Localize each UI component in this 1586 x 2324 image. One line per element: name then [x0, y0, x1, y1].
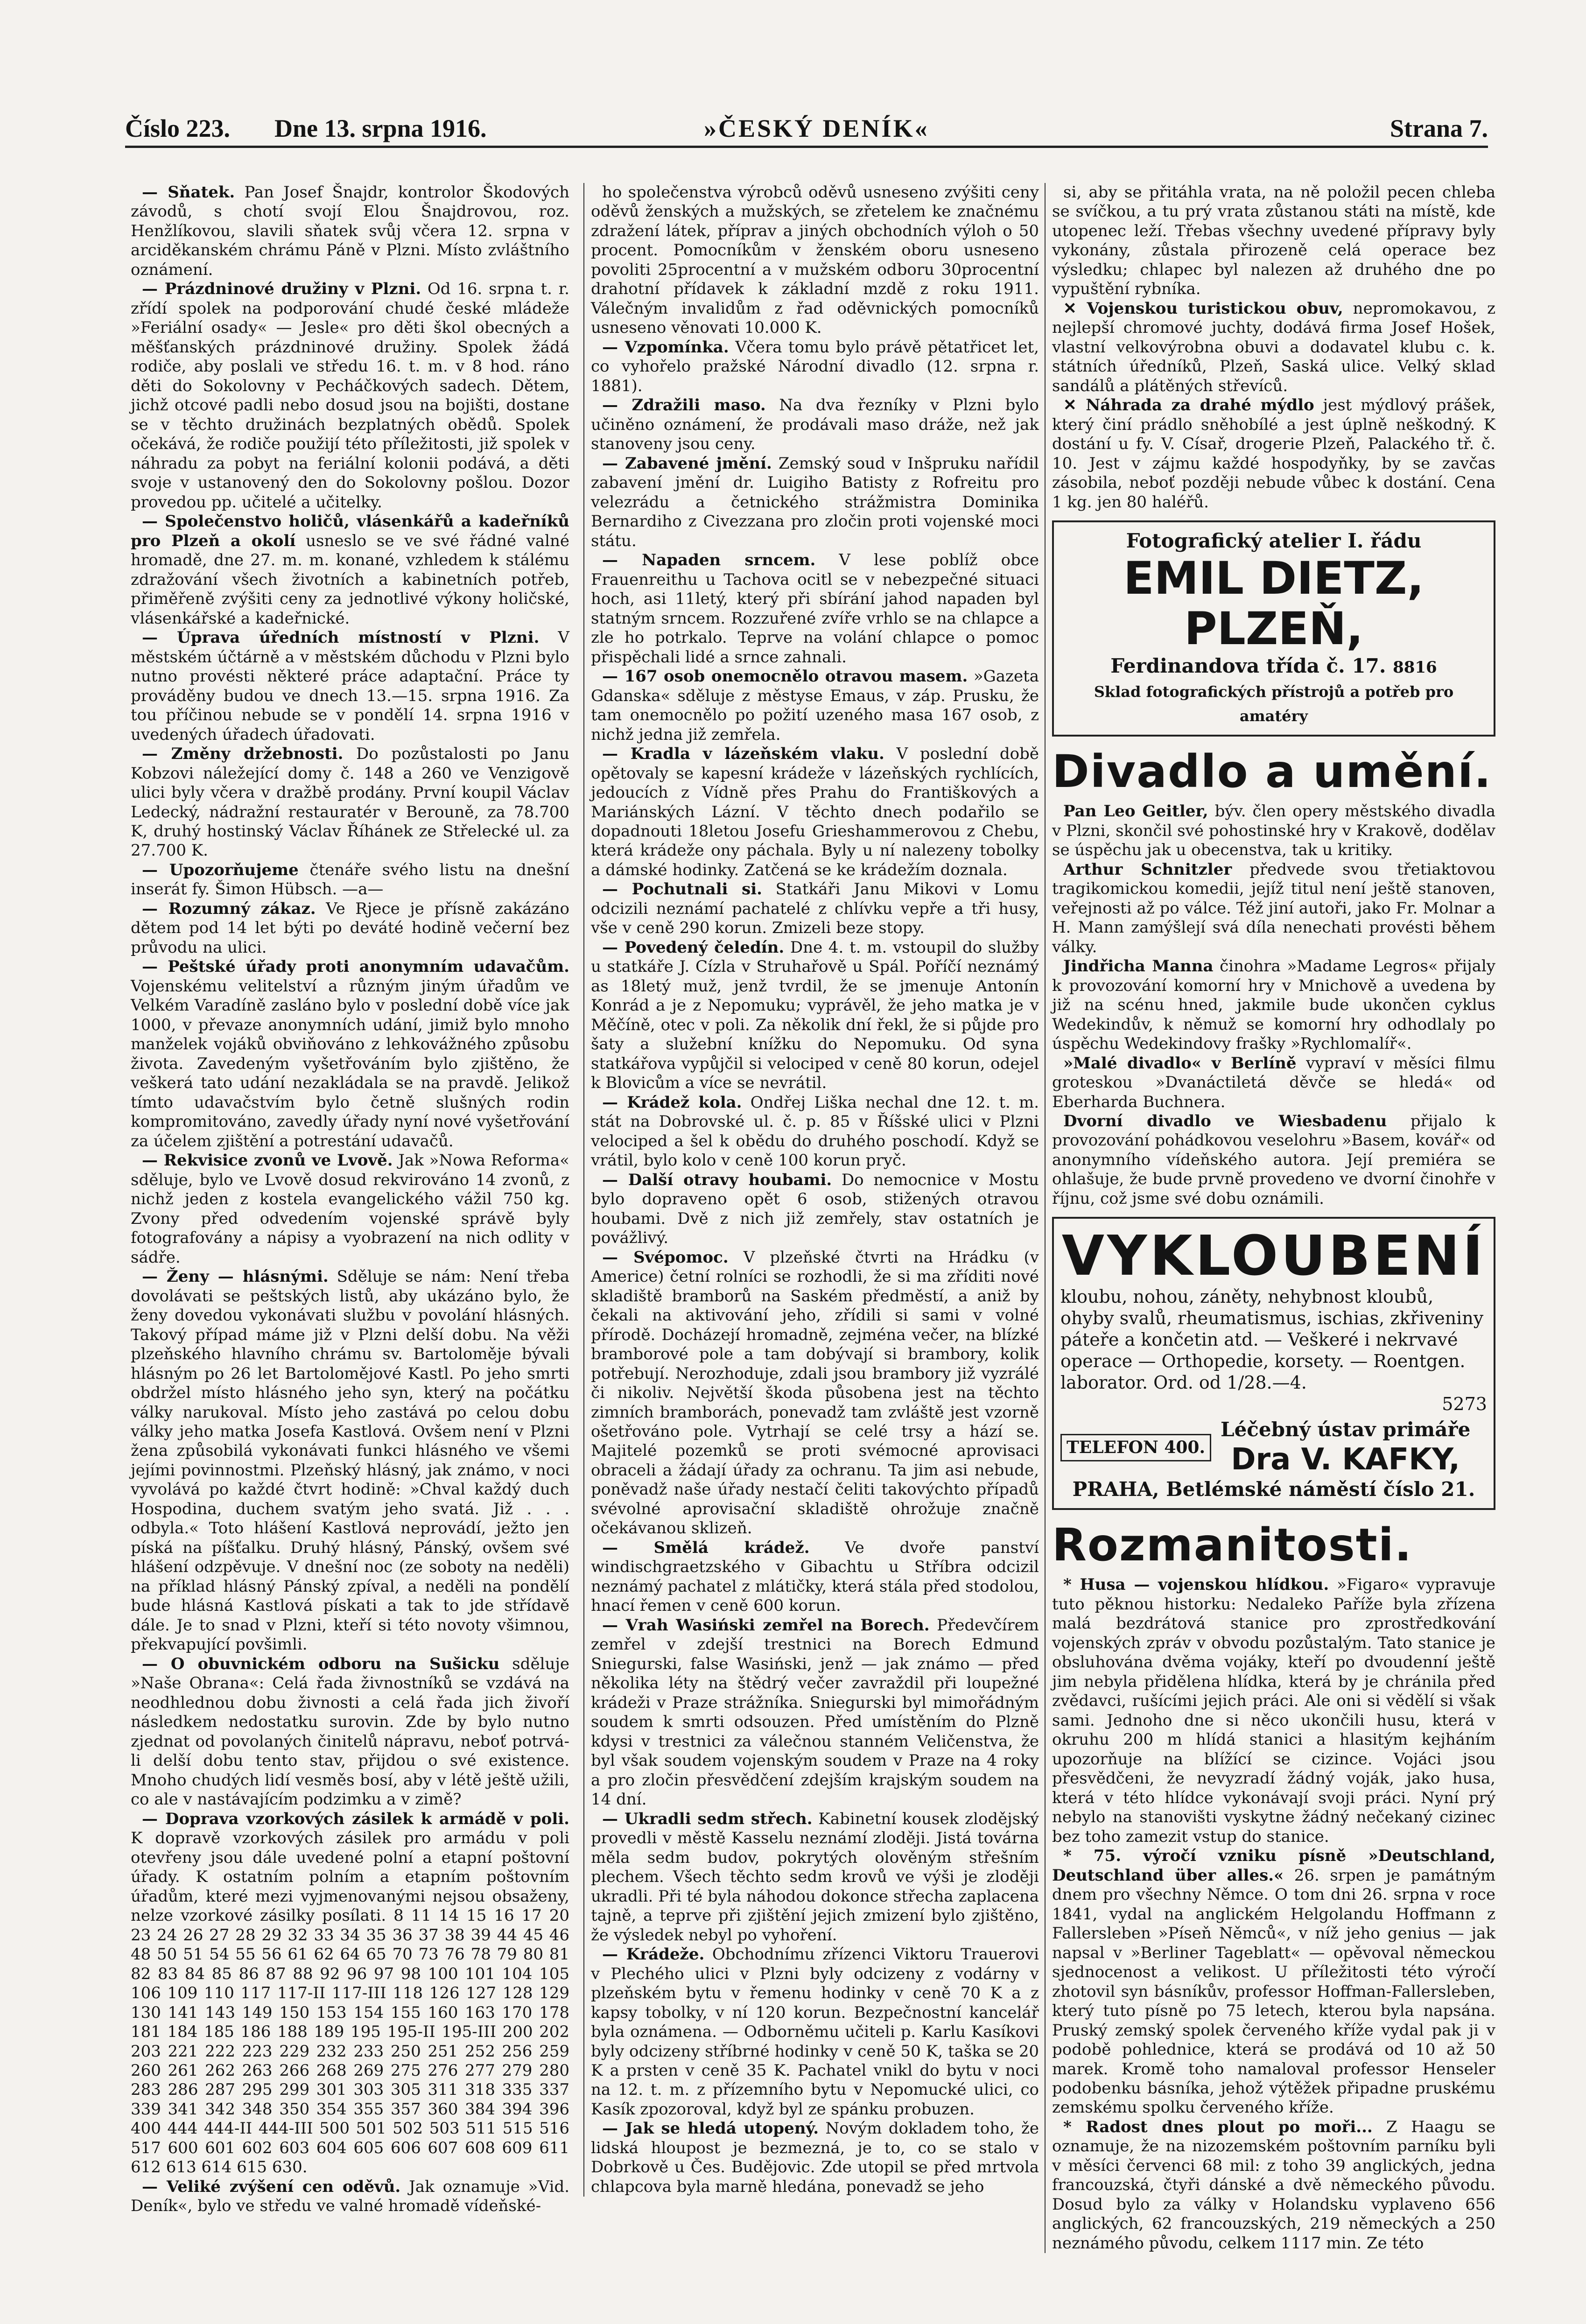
col2-article — [591, 1945, 1039, 2119]
col3-mid-article — [1052, 1112, 1495, 1208]
article-text: sděluje »Naše Obrana«: Celá řada živnostníků se vzdává na neodhlednou dobu živnosti a celá řada jich živoří následkem nedostatku surovin. Zde by bylo nutno zjednat od povolaných činitelů nápravu, neboť potrvá-li delší dobu tento stav, přijdou o své existence. Mnoho chudých lidí vesměs bosí, aby v létě ještě užili, co ale v nastávajícím podzimku a v zimě? — [131, 1654, 570, 1809]
article-text: Ondřej Liška nechal dne 12. t. m. stát na Dobrovské ul. č. p. 85 v Říšské ulici v Plzni velociped a šel k obědu do druhého poschodí. Když se vrátil, bylo kolo v ceně 100 korun pryč. — [591, 1093, 1039, 1170]
article-text: nepromokavou, z nejlepší chromové juchty, dodává firma Josef Hošek, vlastní velkovýrobna obuvi a dodavatel klubu c. k. státních úředníků, Plzeň, Saská ulice. Velký sklad sandálů a plátěných střevíců. — [1052, 299, 1496, 395]
article-headline: — Společenstvo holičů, vlásenkářů a kadeřníků pro Plzeň a okolí — [131, 512, 569, 550]
col2-article — [591, 551, 1039, 667]
article-text: jest mýdlový prášek, který činí prádlo sněhobílé a jest úplně neškodný. K dostání u fy. V. Císař, drogerie Plzeň, Palackého tř. č. 10. Jest v zájmu každé hospodyňky, by se zavčas zásobila, neboť později nebude vůbec k dostání. Cena 1 kg. jen 80 haléřů. — [1052, 396, 1496, 512]
article-headline: — Rozumný zákaz. — [142, 899, 316, 918]
page-number: Strana 7. — [1390, 114, 1488, 142]
article-headline: — Jak se hledá utopený. — [602, 2119, 819, 2138]
article-headline: »Malé divadlo« v Berlíně — [1063, 1053, 1297, 1073]
col3-mid-article — [1052, 1054, 1495, 1112]
article-text: Jak oznamuje »Vid. Deník«, bylo ve středu ve valné hromadě vídeňské- — [131, 2177, 570, 2216]
article-headline: — O obuvnickém odboru na Sušicku — [142, 1654, 500, 1673]
ad-vykloubeni-address: PRAHA, Betlémské náměstí číslo 21. — [1072, 1478, 1475, 1501]
col1-article — [131, 1655, 569, 1810]
ad-dietz-line1: Fotografický atelier I. řádu — [1126, 529, 1422, 553]
article-text: Vojenskému velitelství a různým jiným úřadům ve Velkém Varadíně zasláno bylo v poslední době více jak 1000, v převaze anonymních udání, jimiž bylo mnoho manželek vojáků obviňováno z lehkovážného způsobu života. Zavedeným vyšetřováním bylo zjištěno, že veškerá tato udání nezakládala se na pravdě. Jelikož tímto udavačstvím bylo četně slušných rodin kompromitováno, zavedly úřady nyní nové vyšetřování za účelem zjištění a potrestání udavačů. — [131, 976, 569, 1151]
article-headline: * 75. výročí vzniku písně »Deutschland, Deutschland über alles.« — [1052, 1847, 1495, 1885]
col1-article — [131, 744, 569, 861]
article-headline: — Povedený čeledín. — [602, 938, 785, 957]
article-headline: — Kradla v lázeňském vlaku. — [602, 744, 884, 764]
section-rozmanitosti: Rozmanitosti. — [1052, 1519, 1413, 1572]
issue-date: Dne 13. srpna 1916. — [274, 114, 487, 142]
article-text: Dne 4. t. m. vstoupil do služby u statkáře J. Cízla v Struhařově u Spál. Poříčí neznámý as 18letý muž, jenž tvrdil, že se jmenuje Antonín Konrád a je z Nepomuku; vyprávěl, že jeho matka je v Měčíně, otec v poli. Za několik dní řekl, že si půjde pro šaty a služební knížku do Nepomuku. Od syna statkářova vypůjčil si velociped v ceně 80 korun, odejel k Blovicům a více se nevrátil. — [591, 938, 1039, 1093]
article-text: 26. srpen je památným dnem pro všechny Němce. O tom dni 26. srpna v roce 1841, vydal na anglickém Helgolandu Hoffmann z Fallersleben »Píseň Němců«, v níž jeho genius — jak napsal v »Berliner Tageblatt« — opěvoval německou sjednocenost a velikost. U příležitosti této výročí zhotovil syn básníkův, professor Hoffman-Fallersleben, který tuto písně po 75 letech, kterou byla napsána. Pruský zemský spolek červeného kříže vydal pak ji v podobě pohlednice, která se prodává od 10 až 50 marek. Kromě toho namaloval professor Henseler podobenku básníka, jehož výtěžek připadne pruskému zemskému spolku červeného kříže. — [1052, 1866, 1495, 2117]
ad-vykloubeni-title: VYKLOUBENÍ — [1061, 1223, 1486, 1288]
article-text: si, aby se přitáhla vrata, na ně položil pecen chleba se svíčkou, a tu prý vrata zůstanou státi na místě, kde utopenec leží. Třebas všechny uvedené přípravy byly vykonány, zůstala přirozeně celá operace bez výsledku; chlapec byl nalezen až druhého dne po vypuštění rybníka. — [1052, 183, 1495, 299]
col2-article — [591, 1810, 1039, 1945]
article-headline: Arthur Schnitzler — [1063, 860, 1232, 879]
article-headline: Jindřicha Manna — [1063, 957, 1214, 976]
section-divadlo: Divadlo a umění. — [1052, 745, 1492, 798]
article-headline: — Upozorňujeme — [142, 860, 299, 879]
article-text: Na dva řezníky v Plzni bylo učiněno oznámení, že prodávali maso dráže, než jak stanoveny jsou ceny. — [591, 396, 1039, 454]
article-text: Předevčírem zemřel v zdejší trestnici na Borech Edmund Sniegurski, false Wasiński, jenž — jak známo — před několika léty na štědrý večer zavraždil při loupežné krádeži v Praze strážníka. Sniegurski byl mimořádným soudem k smrti odsouzen. Před umístěním do Plzně kdysi v trestnici za válečnou stanném Veličenstva, že byl však soudem vojenským soudem v Praze na 4 roky a pro zločin přesvědčení zdejším krajským soudem na 14 dní. — [591, 1615, 1039, 1809]
article-text: Zemský soud v Inšpruku nařídil zabavení jmění dr. Luigiho Batisty z Rofreitu pro velezrádu a četnického strážmistra Dominika Bernardiho z Civezzana pro zločin proti vojenské moci státu. — [591, 454, 1039, 550]
col2-article — [591, 938, 1039, 1093]
col2-article — [591, 454, 1039, 551]
col1-article — [131, 1267, 569, 1655]
article-text: Jak »Nowa Reforma« sděluje, bylo ve Lvově dosud rekvirováno 14 zvonů, z nichž jeden z kostela evangelického vážil 750 kg. Zvony před odvedením vojenské správě byly fotografovány a nápisy a vyobrazení na nich odlity v sádře. — [131, 1151, 569, 1267]
article-headline: — Smělá krádež. — [602, 1538, 810, 1557]
article-headline: — Vrah Wasiński zemřel na Borech. — [602, 1615, 930, 1635]
article-headline: — Rekvisice zvonů ve Lvově. — [142, 1151, 393, 1170]
col3-mid-article — [1052, 802, 1495, 860]
article-text: ho společenstva výrobců oděvů usneseno zvýšiti ceny oděvů ženských a mužských, se zřetelem ke značnému zdražení látek, příprav a jiných obchodních výloh o 50 procent. Pomocníkům v ženském oboru usneseno povoliti 25procentní a v mužském odboru 30procentní drahotní přídavek k základní mzdě z roku 1911. Válečným invalidům z řad oděvnických pomocníků usneseno věnovati 10.000 K. — [591, 183, 1039, 337]
article-headline: — Změny držebnosti. — [142, 744, 344, 764]
article-headline: ✕ Vojenskou turistickou obuv, — [1063, 299, 1343, 318]
col1-article — [131, 899, 569, 957]
column-3 — [1045, 183, 1495, 2253]
col3-top-article — [1052, 183, 1495, 299]
column-2 — [583, 183, 1039, 2197]
article-text: V poslední době opětovaly se kapesní krádeže v lázeňských rychlících, jedoucích z Vídně přes Prahu do Františkových a Mariánských Lázní. V těchto dnech podařilo se dopadnouti 18letou Josefu Grieshammerovou z Chebu, která krádeže ony páchala. Byly u ní nalezeny tobolky a dámské hodinky. Zatčená se ke krádežím doznala. — [591, 744, 1039, 879]
col1-article — [131, 957, 569, 1151]
col2-article — [591, 667, 1039, 744]
col1-article — [131, 628, 569, 744]
col3-bottom-article — [1052, 2118, 1495, 2253]
article-text: vypraví v měsíci filmu groteskou »Dvanáctiletá děvče se hledá« od Eberharda Buchnera. — [1052, 1053, 1495, 1111]
col3-top-article — [1052, 396, 1495, 512]
ad-dietz-code: 8816 — [1393, 658, 1437, 677]
col1-article — [131, 183, 569, 280]
article-text: V lese poblíž obce Frauenreithu u Tachova ocitl se v nebezpečné situaci hoch, asi 11letý, který při sbírání jahod napaden byl statným srncem. Rozzuřené zvíře vrhlo se na chlapce a zle ho potrkalo. Teprve na volání chlapce o pomoc přispěchali lidé a srnce zahnali. — [591, 551, 1039, 667]
article-headline: — Ženy — hlásnými. — [142, 1267, 329, 1286]
article-headline: — Vzpomínka. — [602, 337, 729, 357]
article-text: »Gazeta Gdanska« sděluje z městyse Emaus, v záp. Prusku, že tam onemocnělo po požití uzeného masa 167 osob, z nichž jedna již zemřela. — [591, 667, 1039, 744]
article-headline: — Prázdninové družiny v Plzni. — [142, 280, 421, 299]
article-headline: — Svépomoc. — [602, 1248, 729, 1267]
article-headline: — Zabavené jmění. — [602, 454, 772, 473]
col2-article — [591, 1093, 1039, 1171]
ad-vykloubeni-text: kloubu, nohou, záněty, nehybnost kloubů, ohyby svalů, rheumatismus, ischias, zkřiveniny páteře a končetin atd. — Veškeré i nekrvavé operace — Orthopedie, korsety. — Roentgen. laborator. Ord. od 1/28.—4. — [1060, 1286, 1484, 1393]
article-headline: — Veliké zvýšení cen oděvů. — [142, 2177, 401, 2196]
article-text: Z Haagu se oznamuje, že na nizozemském poštovním parníku byli v měsíci červenci 68 mil: z toho 39 anglických, jedna francouzská, čtyři dánské a dvě německého původu. Dosud bylo za války v Holandsku vyplaveno 656 anglických, 62 francouzských, 219 německých a 250 neznámého původu, celkem 1117 min. Ze této — [1052, 2117, 1495, 2253]
ad-vykloubeni — [1052, 1217, 1495, 1510]
article-headline: — Ukradli sedm střech. — [602, 1809, 813, 1828]
col2-article — [591, 1616, 1039, 1810]
col2-article — [591, 1248, 1039, 1538]
article-text: »Figaro« vypravuje tuto pěknou historku: Nedaleko Paříže byla zřízena malá bezdrátová stanice pro zprostředkování vojenských zpráv v obvodu pozůstalým. Tato stanice je obsluhována dvěma vojáky, kteří po dvoudenní ještě jim nebyla přidělena hlídka, která by je chránila před zvědavci, rušícími jejich práci. Ale oni si vědělí si však sami. Jednoho dne si něco ukončili husu, která v okruhu 200 m hlídá stanici a hlasitým kejháním upozorňuje na blížící se cizince. Vojáci jsou přesvědčeni, že nevyzradí žádný voják, jako husa, která v této hlídce vykonávají svoji práci. Nyní prý nebylo na stanovišti vyskytne žádný nečekaný cizinec bez toho zamezit vstup do stanice. — [1052, 1575, 1495, 1846]
ad-vykloubeni-phone: TELEFON 400. — [1060, 1434, 1211, 1461]
article-headline: ✕ Náhrada za drahé mýdlo — [1063, 396, 1314, 415]
article-headline: — Doprava vzorkových zásilek k armádě v poli. — [142, 1809, 569, 1828]
article-text: býv. člen opery městského divadla v Plzni, skončil své pohostinské hry v Krakově, dodělav se úspěchu jak u obecenstva, tak u kritiky. — [1052, 802, 1496, 860]
newspaper-name: »ČESKÝ DENÍK« — [704, 114, 929, 142]
col1-article — [131, 1151, 569, 1267]
article-text: Do pozůstalosti po Janu Kobzovi náležející domy č. 148 a 260 ve Venzigově ulici byly včera v dražbě prodány. První koupil Václav Ledecký, nádražní restauratér v Berouně, za 78.700 K, druhý hostinský Václav Říhánek ze Střelecké ul. za 27.700 K. — [131, 744, 569, 860]
ad-emil-dietz — [1052, 520, 1495, 737]
article-text: Ve dvoře panství windischgraetzského v Gibachtu u Stříbra odcizil neznámý pachatel z mlátičky, která stála před stodolou, hnací řemen v ceně 600 korun. — [591, 1538, 1039, 1615]
col1-article — [131, 861, 569, 899]
article-headline: — Pochutnali si. — [602, 880, 762, 899]
article-text: Včera tomu bylo právě pětatřicet let, co vyhořelo pražské Národní divadlo (12. srpna r. 1881). — [591, 337, 1039, 395]
article-headline: — Další otravy houbami. — [602, 1170, 832, 1189]
col2-article — [591, 396, 1039, 454]
article-headline: — Napaden srncem. — [602, 551, 816, 570]
col3-mid-article — [1052, 860, 1495, 957]
article-headline: — Krádeže. — [602, 1945, 705, 1964]
issue-number: Číslo 223. — [125, 114, 231, 142]
article-headline: Pan Leo Geitler, — [1063, 802, 1208, 821]
ad-dietz-name: EMIL DIETZ, PLZEŇ, — [1123, 552, 1424, 655]
col1-article — [131, 280, 569, 512]
article-headline: — 167 osob onemocnělo otravou masem. — [602, 667, 968, 686]
ad-vykloubeni-doctor: Dra V. KAFKY, — [1231, 1442, 1460, 1477]
article-headline: — Úprava úředních místností v Plzni. — [142, 628, 540, 647]
article-headline: — Krádež kola. — [602, 1093, 742, 1112]
col2-article — [591, 880, 1039, 938]
col3-bottom-article — [1052, 1847, 1495, 2118]
page-header — [125, 110, 1488, 148]
ad-dietz-line3: Sklad fotografických přístrojů a potřeb pro amatéry — [1094, 683, 1454, 725]
col2-article — [591, 2119, 1039, 2197]
article-headline: * Radost dnes plout po moři... — [1063, 2117, 1373, 2136]
col3-top-article — [1052, 299, 1495, 396]
article-text: V městském účtárně a v městském důchodu v Plzni bylo nutno provésti některé práce adaptační. Práce ty prováděny budou ve dnech 13.—15. srpna 1916. Za tou příčinou nebude se v pondělí 14. srpna 1916 v uvedených úřadech úřadovati. — [131, 628, 569, 744]
article-headline: Dvorní divadlo ve Wiesbadenu — [1063, 1111, 1387, 1130]
article-text: Ve Rjece je přísně zakázáno dětem pod 14 let býti po deváté hodině večerní bez průvodu na ulici. — [131, 899, 569, 957]
col1-article — [131, 1810, 569, 2177]
col1-article — [131, 2177, 569, 2216]
article-text: Kabinetní kousek zlodějský provedli v městě Kasselu neznámí zloději. Jistá továrna měla sedm budov, pokrytých olověným střešním plechem. Všech těchto sedm krovů ve výši je zloději ukradli. Při té byla náhodou dokonce střecha zaplacena tajně, a teprve při zjištění jejich zmizení bylo zjištěno, že výsledek nebyl po vyhoření. — [591, 1809, 1039, 1945]
article-text: Do nemocnice v Mostu bylo dopraveno opět 6 osob, stižených otravou houbami. Dvě z nich již zemřely, stav ostatních je povážlivý. — [591, 1170, 1039, 1248]
ad-dietz-address: Ferdinandova třída č. 17. — [1110, 654, 1386, 678]
article-text: Od 16. srpna t. r. zřídí spolek na podporování chudé české mládeže »Feriální osady« — Jesle« pro děti škol obecných a měšťanských prázdninové družiny. Spolek žádá rodiče, aby poslali ve středu 16. t. m. v 8 hod. ráno děti do Sokolovny v Pecháčkových sadech. Dětem, jichž otcové padli nebo dosud jsou na bojišti, dostane se v těchto družinách bezplatných obědů. Spolek očekává, že rodiče použijí této příležitosti, již spolek v náhradu za pobyt na feriální kolonii podává, a děti svoje v ustanovený den do Sokolovny pošlou. Dozor provedou pp. učitelé a učitelky. — [131, 280, 569, 512]
col3-bottom-article — [1052, 1575, 1495, 1847]
col2-article — [591, 183, 1039, 338]
ad-vykloubeni-code: 5273 — [1442, 1394, 1487, 1415]
col3-mid-article — [1052, 957, 1495, 1053]
article-headline: — Zdražili maso. — [602, 396, 766, 415]
article-text: činohra »Madame Legros« přijaly k provozování komorní hry v Mnichově a uvedena by již na scénu hned, jakmile bude ukončen cyklus Wedekindův, k němuž se komorní hry odhodlaly po úspěchu Wedekindovy frašky »Rychlomalíř«. — [1052, 957, 1495, 1053]
article-text: předvede svou třetiaktovou tragikomickou komedii, jejíž titul není ještě stanoven, veřejnosti až po válce. Též jiní autoři, jako Fr. Molnar a H. Mann zamýšlejí svá díla nenechati provésti během války. — [1052, 860, 1495, 956]
article-text: Sděluje se nám: Není třeba dovolávati se peštských listů, aby ukázáno bylo, že ženy dovedou vykonávati službu v povolání hlásných. Takový případ máme již v Plzni delší dobu. Na věži plzeňského hlavního chrámu sv. Bartoloměje bývali hlásným po 26 let Bartolomějové Kastl. Po jeho smrti obdržel místo hlásného jeho syn, který na počátku války narukoval. Místo jeho zastává po celou dobu války jeho matka Josefa Kastlová. Ovšem není v Plzni žena způsobilá vykonávati funkci hlásného ve všemi jejími povinnostmi. Plzeňský hlásný, jak známo, v noci vyvolává po každé čtvrt hodině: »Chval každý duch Hospodina, duchem svatým jeho svatá. Již . . . odbyla.« Toto hlášení Kastlová neprovádí, ježto jen píská na píšťalku. Druhý hlásný, Pánský, ovšem své hlášení odzpěvuje. V dnešní noc (ze soboty na neděli) na příklad hlásný Pánský zpíval, a neděli na pondělí bude hlásná Kastlová pískati a tak to jde střídavě dále. Je to snad v Plzni, kteří si této novoty všimnou, překvapující povšimli. — [131, 1267, 569, 1654]
column-1 — [131, 183, 569, 2216]
article-text: usneslo se ve své řádné valné hromadě, dne 27. m. m. konané, vzhledem k stálému zdražování všech životních a kabinetních potřeb, přiměřeně zvýšiti ceny za jednotlivé výkony holičské, vlásenkářské a kadeřnické. — [131, 531, 570, 628]
article-text: K dopravě vzorkových zásilek pro armádu v poli otevřeny jsou dále uvedené polní a etapní poštovní úřady. K ostatním polním a etapním poštovním úřadům, které mezi vyjmenovanými nejsou obsaženy, nelze vzorkové zásilky posílati. 8 11 14 15 16 17 20 23 24 26 27 28 29 32 33 34 35 36 37 38 39 44 45 46 48 50 51 54 55 56 61 62 64 65 70 73 76 78 79 80 81 82 83 84 85 86 87 88 92 96 97 98 100 101 104 105 106 109 110 117 117-II 117-III 118 126 127 128 129 130 141 143 149 150 153 154 155 160 163 170 178 181 184 185 186 188 189 195 195-II 195-III 200 202 203 221 222 223 229 232 233 250 251 252 256 259 260 261 262 263 266 268 269 275 276 277 279 280 283 286 287 295 299 301 303 305 311 318 335 337 339 341 342 348 350 354 355 357 360 384 394 396 400 444 444-II 444-III 500 501 502 503 511 515 516 517 600 601 602 603 604 605 606 607 608 609 611 612 613 614 615 630. — [131, 1829, 569, 2177]
col2-article — [591, 1171, 1039, 1248]
article-headline: * Husa — vojenskou hlídkou. — [1063, 1575, 1329, 1594]
article-text: čtenáře svého listu na dnešní inserát fy. Šimon Hübsch. —a— — [131, 860, 569, 899]
article-text: Obchodnímu zřízenci Viktoru Trauerovi v Plechého ulici v Plzni byly odcizeny z vodárny v plzeňském bytu v řemenu hodinky v ceně 70 K a z kapsy tobolky, v ní 120 korun. Bezpečnostní kancelář byla oznámena. — Odborněmu učiteli p. Karlu Kasíkovi byly odcizeny stříbrné hodinky v ceně 50 K, taška se 20 K a prsten v ceně 35 K. Pachatel vnikl do bytu v noci na 12. t. m. z přízemního bytu v Nepomucké ulici, co Kasík zpozoroval, když byl ze spánku probuzen. — [591, 1945, 1039, 2119]
article-text: přijalo k provozování pohádkovou veselohru »Basem, kovář« od anonymního vídeňského autora. Její premiéra se ohlašuje, že bude prvně provedeno ve dvorní činohře v říjnu, což jsme své dobu oznámili. — [1052, 1111, 1495, 1208]
article-text: V plzeňské čtvrti na Hrádku (v Americe) četní rolníci se rozhodli, že si ma zříditi nové skladiště bramborů na Saském předměstí, a aniž by čekali na aktivování jeho, zřídili si sami v volné přírodě. Docházejí hromadně, zejména večer, na blízké bramborové pole a tam dobývají si brambory, kolik potřebují. Nerozhoduje, zdali jsou brambory již vyzrálé či nikoliv. Největší škoda působena jest na těchto zimních bramborách, ponevadž tam zvláště jest vzorně ošetřováno pole. Vytrhají se celé trsy a hází se. Majitelé pozemků se proti svémocné aprovisaci obraceli a žádají úřady za ochranu. Ta jim asi nebude, poněvadž naše úřady nestačí čeliti takovýchto případů svévolné aprovisační skladiště ohrožuje značně očekávanou sklizeň. — [591, 1248, 1039, 1538]
col2-article — [591, 744, 1039, 880]
article-headline: — Peštské úřady proti anonymním udavačům. — [142, 957, 569, 976]
article-headline: — Sňatek. — [142, 183, 235, 202]
article-text: Statkáři Janu Mikovi v Lomu odcizili neznámí pachatelé z chlívku vepře a tři husy, vše v ceně 290 korun. Zmizeli beze stopy. — [591, 880, 1039, 938]
col1-article — [131, 512, 569, 628]
article-text: Novým dokladem toho, že lidská hloupost je bezmezná, je to, co se stalo v Dobrkově u Čes. Budějovic. Zde utopil se před mrtvola chlapcova byla marně hledána, ponevadž se jeho — [591, 2119, 1039, 2196]
col2-article — [591, 1538, 1039, 1616]
ad-vykloubeni-clinic: Léčebný ústav primáře — [1221, 1418, 1471, 1441]
col2-article — [591, 338, 1039, 396]
article-text: Pan Josef Šnajdr, kontrolor Škodových závodů, s chotí svojí Elou Šnajdrovou, roz. Henžlíkovou, slavili sňatek svůj včera 12. srpna v arciděkanském chrámu Páně v Plzni. Místo zvláštního oznámení. — [131, 183, 569, 279]
